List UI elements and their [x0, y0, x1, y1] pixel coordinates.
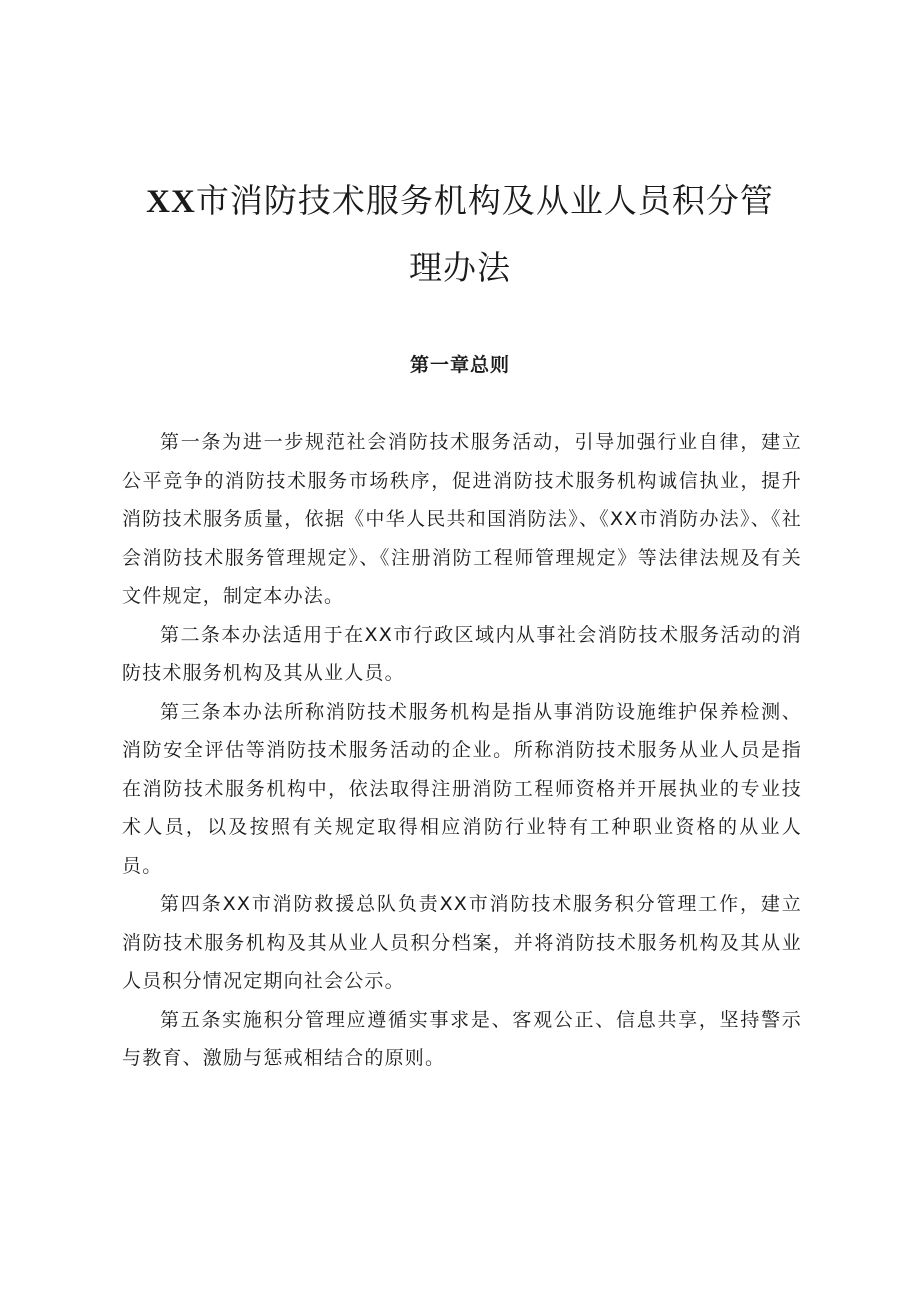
title-prefix: XX [146, 184, 196, 220]
title-line-1-text: 市消防技术服务机构及从业人员积分管 [195, 181, 774, 220]
article-1: 第一条为进一步规范社会消防技术服务活动，引导加强行业自律，建立公平竞争的消防技术服务市场秩序，促进消防技术服务机构诚信执业，提升消防技术服务质量，依据《中华人民共和国消防法》、《XX市消防办法》、《社会消防技术服务管理规定》、《注册消防工程师管理规定》等法律法规及有关文件规定，制定本办法。 [122, 431, 802, 607]
document-title-line-1 [110, 175, 810, 222]
chapter-heading: 第一章总则 [409, 354, 510, 376]
article-3: 第三条本办法所称消防技术服务机构是指从事消防设施维护保养检测、消防安全评估等消防技术服务活动的企业。所称消防技术服务从业人员是指在消防技术服务机构中，依法取得注册消防工程师资格并开展执业的专业技术人员，以及按照有关规定取得相应消防行业特有工种职业资格的从业人员。 [122, 700, 802, 877]
article-2: 第二条本办法适用于在XX市行政区域内从事社会消防技术服务活动的消防技术服务机构及其从业人员。 [122, 623, 802, 684]
document-title-line-2: 理办法 [409, 248, 511, 287]
article-list [122, 423, 802, 1078]
article-5: 第五条实施积分管理应遵循实事求是、客观公正、信息共享，坚持警示与教育、激励与惩戒相结合的原则。 [122, 1008, 802, 1069]
article-4: 第四条XX市消防救援总队负责XX市消防技术服务积分管理工作，建立消防技术服务机构及其从业人员积分档案，并将消防技术服务机构及其从业人员积分情况定期向社会公示。 [122, 893, 802, 992]
